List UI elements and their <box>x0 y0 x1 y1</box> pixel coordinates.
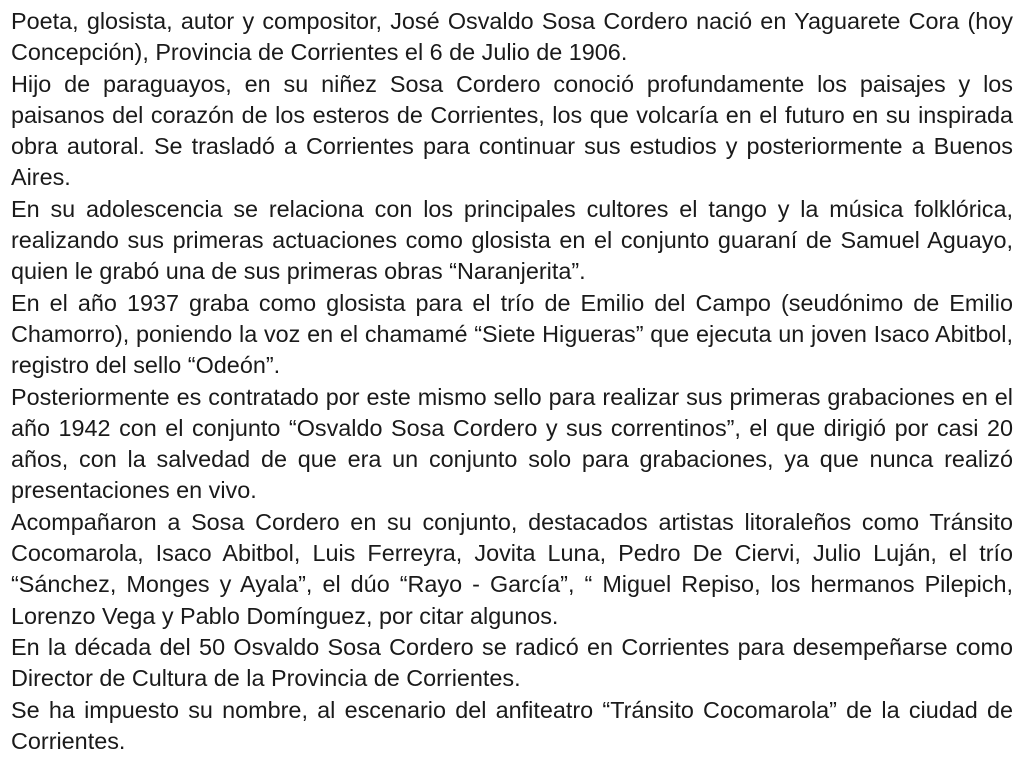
paragraph-1937: En el año 1937 graba como glosista para el trío de Emilio del Campo (seudónimo de Emilio Chamorro), poniendo la voz en el chamamé “Siete Higueras” que ejecuta un joven Isaco Abitbol, registro del sello “Odeón”. <box>11 289 1013 379</box>
paragraph-amphitheater: Se ha impuesto su nombre, al escenario del anfiteatro “Tránsito Cocomarola” de la ciudad de Corrientes. <box>11 696 1013 754</box>
paragraph-culture-director: En la década del 50 Osvaldo Sosa Cordero se radicó en Corrientes para desempeñarse como Director de Cultura de la Provincia de Corrientes. <box>11 633 1013 692</box>
paragraph-childhood: Hijo de paraguayos, en su niñez Sosa Cordero conoció profundamente los paisajes y los paisanos del corazón de los esteros de Corrientes, los que volcaría en el futuro en su inspirada obra autoral. Se trasladó a Corrientes para continuar sus estudios y posteriormente a Buenos Aires. <box>11 70 1013 191</box>
paragraph-artists: Acompañaron a Sosa Cordero en su conjunto, destacados artistas litoraleños como Tránsito Cocomarola, Isaco Abitbol, Luis Ferreyra, Jovita Luna, Pedro De Ciervi, Julio Luján, el trío “Sánchez, Monges y Ayala”, el dúo “Rayo - García”, “ Miguel Repiso, los hermanos Pilepich, Lorenzo Vega y Pablo Domínguez, por citar algunos. <box>11 508 1013 629</box>
paragraph-birth: Poeta, glosista, autor y compositor, José Osvaldo Sosa Cordero nació en Yaguarete Cora (hoy Concepción), Provincia de Corrientes el 6 de Julio de 1906. <box>11 8 1013 66</box>
paragraph-recordings: Posteriormente es contratado por este mismo sello para realizar sus primeras grabaciones en el año 1942 con el conjunto “Osvaldo Sosa Cordero y sus correntinos”, el que dirigió por casi 20 años, con la salvedad de que era un conjunto solo para grabaciones, ya que nunca realizó presentaciones en vivo. <box>11 383 1013 504</box>
paragraph-adolescence: En su adolescencia se relaciona con los principales cultores el tango y la música folklórica, realizando sus primeras actuaciones como glosista en el conjunto guaraní de Samuel Aguayo, quien le grabó una de sus primeras obras “Naranjerita”. <box>11 195 1013 285</box>
